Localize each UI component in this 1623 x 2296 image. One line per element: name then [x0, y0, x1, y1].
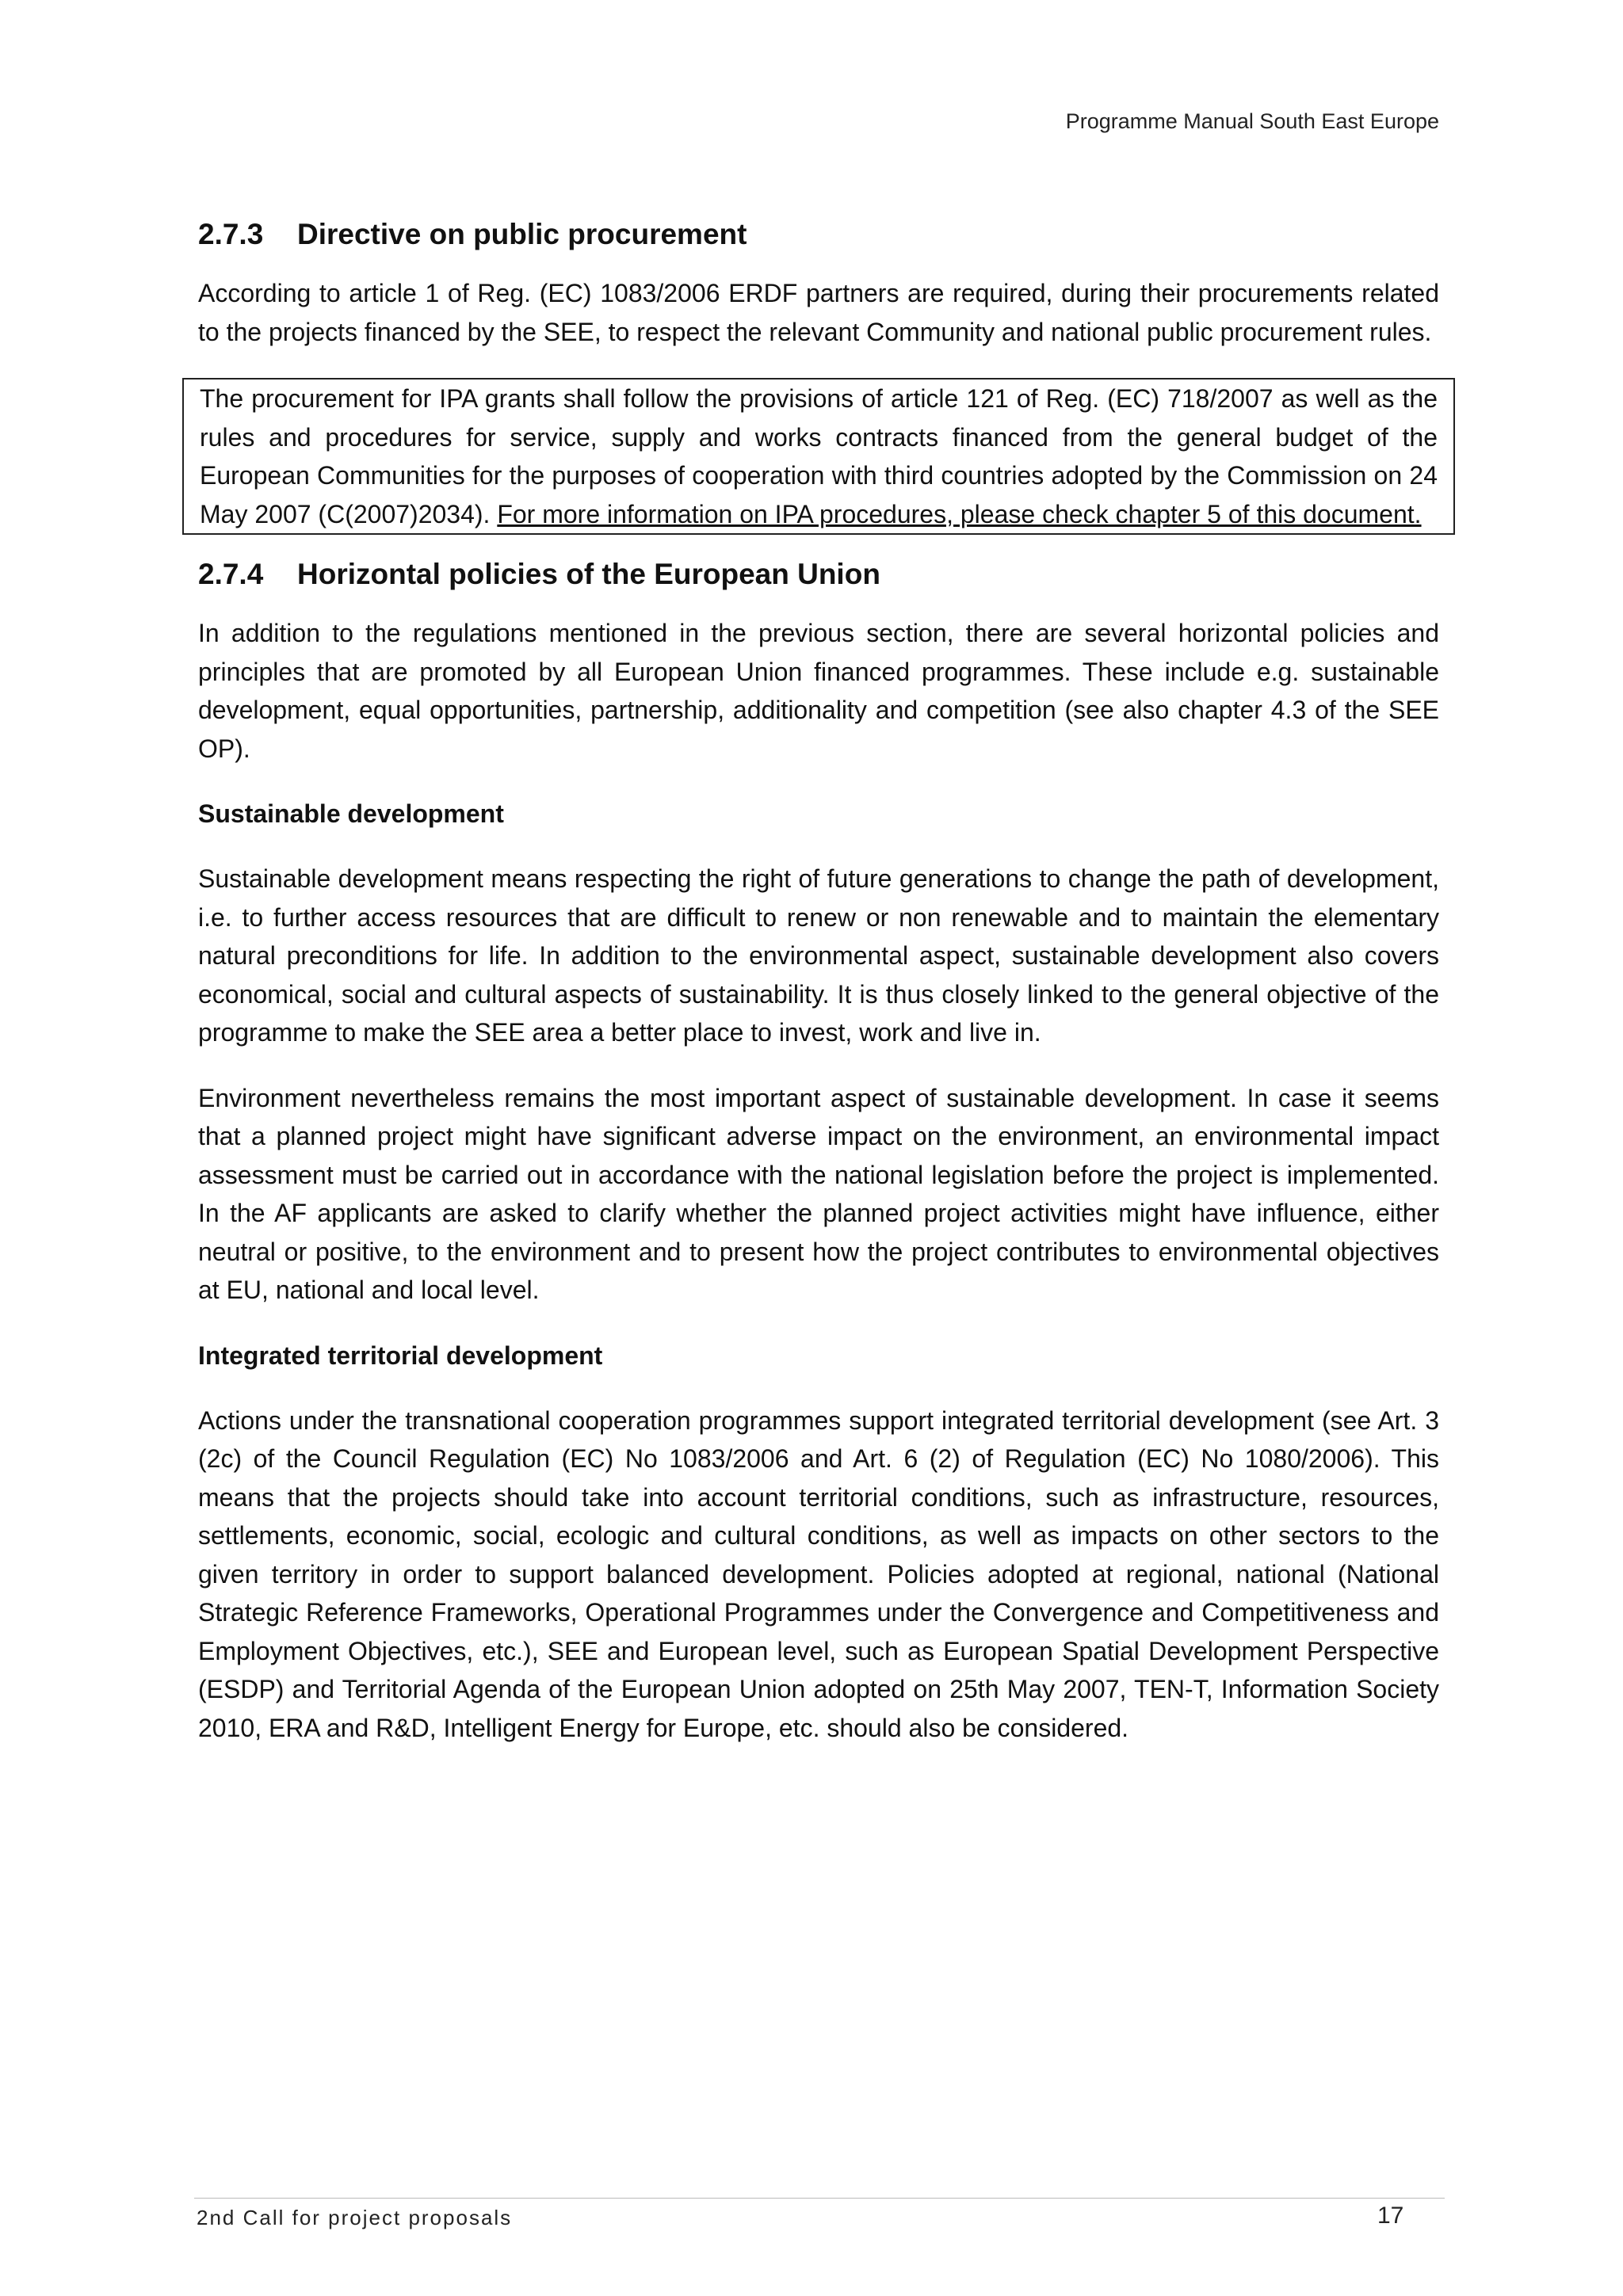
section-title: Directive on public procurement: [297, 218, 747, 250]
subheading-integrated-territorial: Integrated territorial development: [198, 1341, 603, 1370]
footer-call-label: 2nd Call for project proposals: [197, 2206, 513, 2229]
paragraph-sustainable-1: Sustainable development means respecting the right of future generations to change the path of development, i.e. to further access resources that are difficult to renew or non renewable and to maintain the elementary natural preconditions for life. In addition to the environmental aspect, sustainable development also covers economical, social and cultural aspects of sustainability. It is thus closely linked to the general objective of the programme to make the SEE area a better place to invest, work and live in.: [198, 864, 1439, 1047]
section-number: 2.7.3: [198, 218, 264, 250]
paragraph-sustainable-2: Environment nevertheless remains the most important aspect of sustainable development. In case it seems that a planned project might have significant adverse impact on the environment, an environmental impact assessment must be carried out in accordance with the national legislation before the project is implemented. In the AF applicants are asked to clarify whether the planned project activities might have influence, either neutral or positive, to the environment and to present how the project contributes to environmental objectives at EU, national and local level.: [198, 1083, 1439, 1305]
subheading-sustainable-development: Sustainable development: [198, 799, 504, 829]
footer-divider: [194, 2198, 1445, 2199]
ipa-note-text: [200, 379, 1438, 533]
running-header: Programme Manual South East Europe: [1065, 109, 1439, 133]
page-content: [198, 215, 1439, 1774]
ipa-note-body: The procurement for IPA grants shall follow the provisions of article 121 of Reg. (EC) 718/2007 as well as the rules and procedures for service, supply and works contracts financed from the general budget of the European Communities for the purposes of cooperation with third countries adopted by the Commission on 24 May 2007 (C(2007)2034).: [200, 384, 1438, 528]
section-title: Horizontal policies of the European Union: [297, 558, 880, 591]
paragraph-integrated-territorial: Actions under the transnational cooperation programmes support integrated territorial development (see Art. 3 (2c) of the Council Regulation (EC) No 1083/2006 and Art. 6 (2) of Regulation (EC) No 1080/2006). This means that the projects should take into account territorial conditions, such as infrastructure, resources, settlements, economic, social, ecologic and cultural conditions, as well as impacts on other sectors to the given territory in order to support balanced development. Policies adopted at regional, national (National Strategic Reference Frameworks, Operational Programmes under the Convergence and Competitiveness and Employment Objectives, etc.), SEE and European level, such as European Spatial Development Perspective (ESDP) and Territorial Agenda of the European Union adopted on 25th May 2007, TEN-T, Information Society 2010, ERA and R&D, Intelligent Energy for Europe, etc. should also be considered.: [198, 1405, 1439, 1742]
ipa-note-box: [182, 378, 1455, 535]
page-number: 17: [1377, 2203, 1404, 2229]
ipa-procedures-link[interactable]: For more information on IPA procedures, please check chapter 5 of this document.: [497, 499, 1422, 528]
section-heading-2-7-4: [198, 555, 1439, 593]
paragraph-horizontal-policies: In addition to the regulations mentioned in the previous section, there are several horizontal policies and principles that are promoted by all European Union financed programmes. These include e.g. sustainable development, equal opportunities, partnership, additionality and competition (see also chapter 4.3 of the SEE OP).: [198, 619, 1439, 763]
section-heading-2-7-3: [198, 215, 1439, 254]
section-number: 2.7.4: [198, 558, 264, 591]
paragraph-procurement: According to article 1 of Reg. (EC) 1083/2006 ERDF partners are required, during their procurements related to the projects financed by the SEE, to respect the relevant Community and national public procurement rules.: [198, 279, 1439, 346]
